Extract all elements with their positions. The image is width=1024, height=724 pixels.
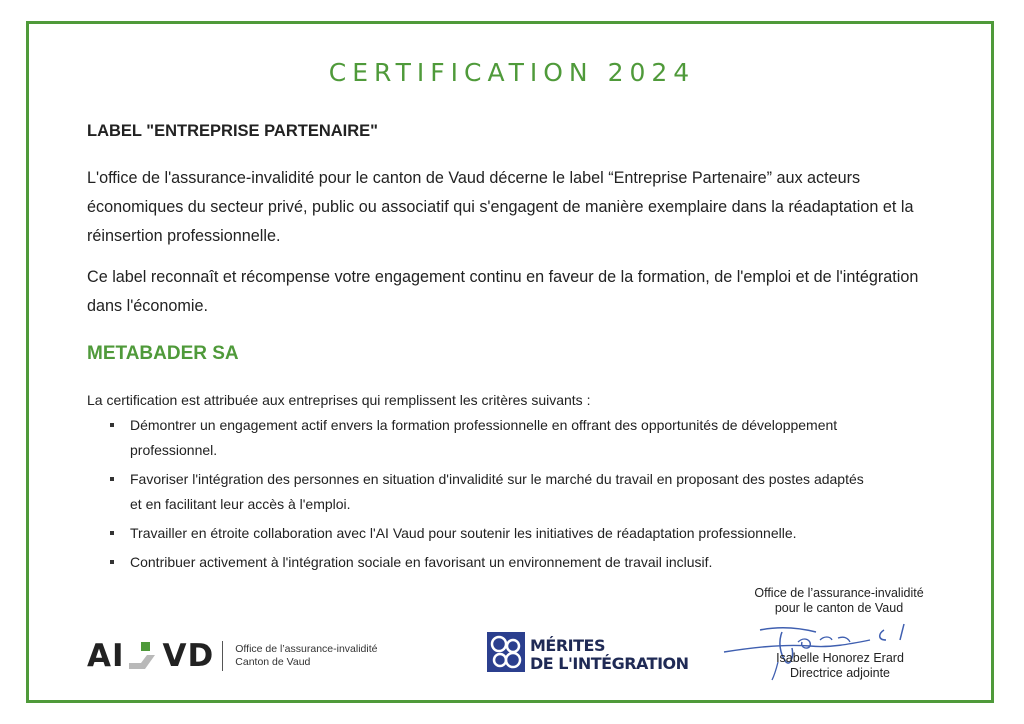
criteria-item: Travailler en étroite collaboration avec l'AI Vaud pour soutenir les initiatives de réadaptation professionnelle.: [110, 521, 870, 546]
criteria-intro: La certification est attribuée aux entreprises qui remplissent les critères suivants :: [87, 392, 591, 408]
logo-org-name: Office de l’assurance-invalidité Canton de Vaud: [235, 643, 378, 668]
signature-office: Office de l’assurance-invalidité pour le canton de Vaud: [754, 586, 924, 615]
label-heading: LABEL "ENTREPRISE PARTENAIRE": [87, 122, 378, 140]
certificate-title: CERTIFICATION 2024: [328, 58, 696, 87]
bullet-icon: [110, 477, 114, 481]
criteria-item: Favoriser l'intégration des personnes en situation d'invalidité sur le marché du travail en proposant des postes adaptés et en facilitant leur accès à l'emploi.: [110, 467, 870, 517]
logo-divider: [222, 641, 223, 671]
description-paragraph: L'office de l'assurance-invalidité pour le canton de Vaud décerne le label “Entreprise Partenaire” aux acteurs économiques du secteur privé, public ou associatif qui s'engagent de manière exemplaire dans la réadaptation et la réinsertion professionnelle.: [87, 169, 914, 245]
signatory-role: Directrice adjointe: [789, 666, 891, 680]
logo-mark-icon: [127, 639, 161, 673]
merites-integration-logo: [487, 632, 689, 677]
recognition-paragraph: Ce label reconnaît et récompense votre engagement continu en faveur de la formation, de l'emploi et de l'intégration dans l'économie.: [87, 268, 919, 315]
bullet-icon: [110, 560, 114, 564]
merites-wordmark: MÉRITES DE L'INTÉGRATION: [530, 635, 689, 673]
criteria-item: Démontrer un engagement actif envers la formation professionnelle en offrant des opportunités de développement professionnel.: [110, 413, 870, 463]
criteria-list: [110, 413, 870, 579]
bullet-icon: [110, 531, 114, 535]
ai-vd-logo: [87, 636, 377, 676]
criteria-item: Contribuer activement à l'intégration sociale en favorisant un environnement de travail inclusif.: [110, 550, 870, 575]
logo-vd-text: VD: [162, 638, 215, 674]
merites-emblem-icon: [487, 632, 525, 677]
signatory-name: Isabelle Honorez Erard: [776, 651, 904, 665]
signatory: [726, 651, 954, 681]
logo-ai-text: AI: [87, 638, 125, 674]
company-name: METABADER SA: [87, 343, 239, 364]
bullet-icon: [110, 423, 114, 427]
